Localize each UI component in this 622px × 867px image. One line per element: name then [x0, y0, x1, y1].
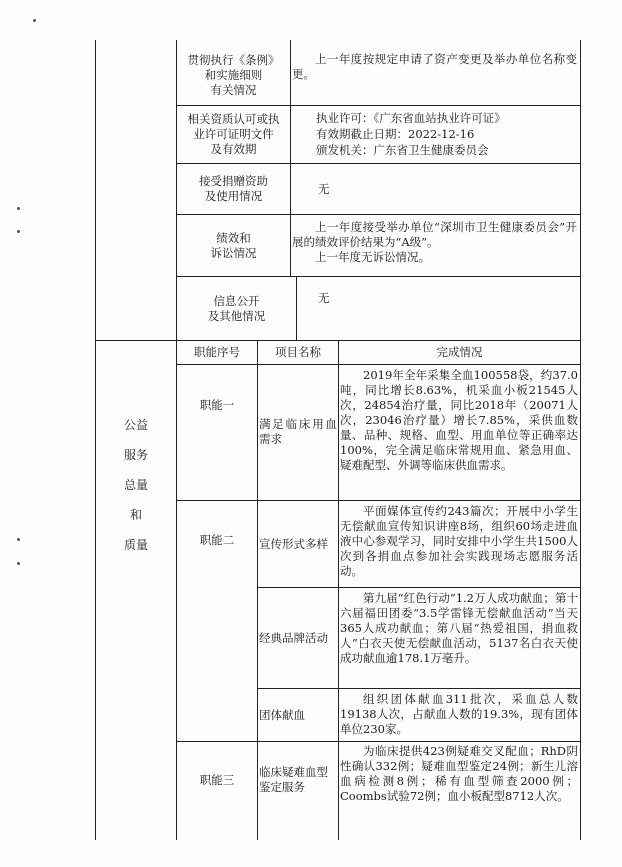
function-seq: 职能一 — [199, 397, 235, 412]
function-result: 为临床提供423例疑难交叉配血；RhD阴性确认332例；疑难血型鉴定24例；新生儿溶血病检测8例；稀有血型筛查2000例；Coombs试验72例；血小板配型8712人次。 — [340, 744, 578, 803]
project-col-right — [338, 340, 339, 840]
function-result: 2019年全年采集全血100558袋，约37.0吨，同比增长8.63%，机采血小板21545人次，24854治疗量，同比2018年（20071人次，23046治疗量）增长7.85%，采供血数量、品种、规格、血型、用血单位等正确率达100%，完全满足临床常规用血、紧急用血、疑难配型、外调等临床供血需求。 — [340, 368, 578, 472]
row-label-donations: 接受捐赠资助 及使用情况 — [199, 174, 268, 203]
row-content-license: 执业许可：《广东省血站执业许可证》 有效期截止日期：2022-12-16 颁发机关：广东省卫生健康委员会 — [316, 111, 506, 157]
function-divider — [176, 500, 581, 501]
function-project: 宣传形式多样 — [259, 536, 328, 551]
function-project: 经典品牌活动 — [259, 630, 328, 645]
function-project: 满足临床用血需求 — [259, 417, 337, 446]
scan-speck — [17, 230, 20, 233]
row-content-performance: 上一年度接受举办单位“深圳市卫生健康委员会”开展的绩效评价结果为“A级”。 上一年度无诉讼情况。 — [292, 220, 577, 264]
row-content-donations: 无 — [318, 181, 330, 196]
scan-speck — [17, 538, 20, 541]
function-divider — [176, 741, 581, 742]
lower-border-right — [580, 340, 581, 840]
function-result: 平面媒体宣传约243篇次；开展中小学生无偿献血宣传知识讲座8场，组织60场走进血液中心参观学习，同时安排中小学生共1500人次到各捐血点参加社会实践现场志愿服务活动。 — [340, 504, 578, 578]
seq-col-right — [257, 340, 258, 840]
header-result: 完成情况 — [436, 345, 483, 359]
row-label-disclosure: 信息公开 及其他情况 — [207, 293, 266, 323]
function-result: 第九届“红色行动”1.2万人成功献血；第十六届福田团委“3.5学雷锋无偿献血活动”当天365人成功献血；第八届“热爱祖国，捐血救人”白衣天使无偿献血活动，5137名白衣天使成功献血逾178.1万毫升。 — [340, 591, 578, 665]
row-label-performance: 绩效和 诉讼情况 — [210, 230, 257, 260]
upper-label-right — [290, 40, 291, 276]
upper-label-right-last — [296, 276, 297, 340]
function-result: 组织团体献血311批次，采血总人数19138人次，占献血人数的19.3%，现有团体单位230家。 — [340, 692, 578, 736]
function-seq: 职能三 — [199, 772, 235, 787]
header-project: 项目名称 — [275, 345, 321, 359]
header-seq: 职能序号 — [194, 345, 240, 359]
table-border-right — [580, 40, 581, 340]
row-label-regulations: 贯彻执行《条例》 和实施细则 有关情况 — [187, 52, 280, 97]
row-label-license: 相关资质认可或执 业许可证明文件 及有效期 — [187, 112, 280, 156]
function-project: 临床疑难血型鉴定服务 — [259, 765, 328, 794]
scan-speck — [33, 19, 36, 22]
scan-speck — [17, 562, 20, 565]
scan-speck — [17, 207, 20, 210]
row-content-disclosure: 无 — [318, 290, 330, 305]
row-content-regulations: 上一年度按规定申请了资产变更及举办单位名称变更。 — [292, 52, 577, 81]
function-seq: 职能二 — [199, 532, 235, 547]
table-border-left — [95, 40, 96, 340]
section-label: 公益 服务 总量 和 质量 — [123, 418, 148, 552]
function-project: 团体献血 — [259, 707, 305, 722]
